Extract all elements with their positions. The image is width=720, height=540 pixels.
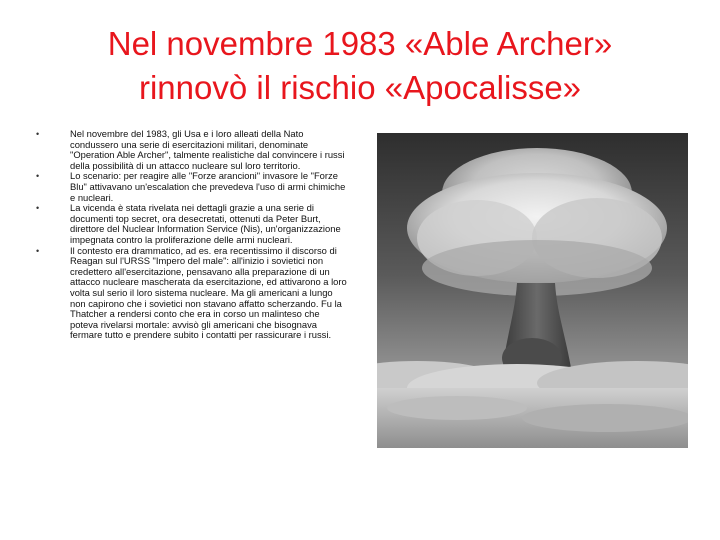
bullet-dot-icon: • (36, 245, 40, 256)
title-line-1: Nel novembre 1983 «Able Archer» (107, 25, 613, 62)
bullet-item (36, 129, 348, 171)
bullet-item (36, 203, 348, 245)
slide-title (40, 22, 680, 110)
bullet-dot-icon: • (36, 129, 40, 139)
bullet-text: Nel novembre del 1983, gli Usa e i loro alleati della Nato condussero una serie di esercitazioni militari, denominate "Operation Able Archer", talmente realistiche dal convincere i russi della possibilità di un attacco nucleare sul loro territorio. (70, 128, 345, 171)
bullet-item (36, 171, 348, 203)
bullet-dot-icon: • (36, 171, 40, 182)
bullet-text: Lo scenario: per reagire alle "Forze arancioni" invasore le "Forze Blu" attivavano un'escalation che prevedeva l'uso di armi chimiche e nucleari. (70, 170, 346, 203)
bullet-text: Il contesto era drammatico, ad es. era recentissimo il discorso di Reagan sul l'URSS "Impero del male": all'inizio i sovietici non credettero all'esercitazione, pensavano alla preparazione di un attacco nucleare mascherata da esercitazione, ed attivarono a loro volta sul serio il loro sistema nucleare. Ma gli americani a lungo non capirono che i sovietici non stavano affatto scherzando. Fu la Thatcher a rendersi conto che era in corso un malinteso che poteva rivelarsi mortale: avvisò gli americani che bisognava fermare tutto e prendere subito i contatti per rassicurare i russi. (70, 244, 347, 341)
bullet-item (36, 246, 348, 341)
mushroom-cloud-photo (377, 133, 688, 448)
bullet-text: La vicenda è stata rivelata nei dettagli grazie a una serie di documenti top secret, ora desecretati, ottenuti da Peter Burt, direttore del Nuclear Information Service (Nis), un'organizzazione impegnata contro la proliferazione delle armi nucleari. (70, 202, 341, 245)
title-line-2: rinnovò il rischio «Apocalisse» (138, 69, 582, 106)
bullet-dot-icon: • (36, 203, 40, 214)
bullet-list (36, 129, 348, 341)
